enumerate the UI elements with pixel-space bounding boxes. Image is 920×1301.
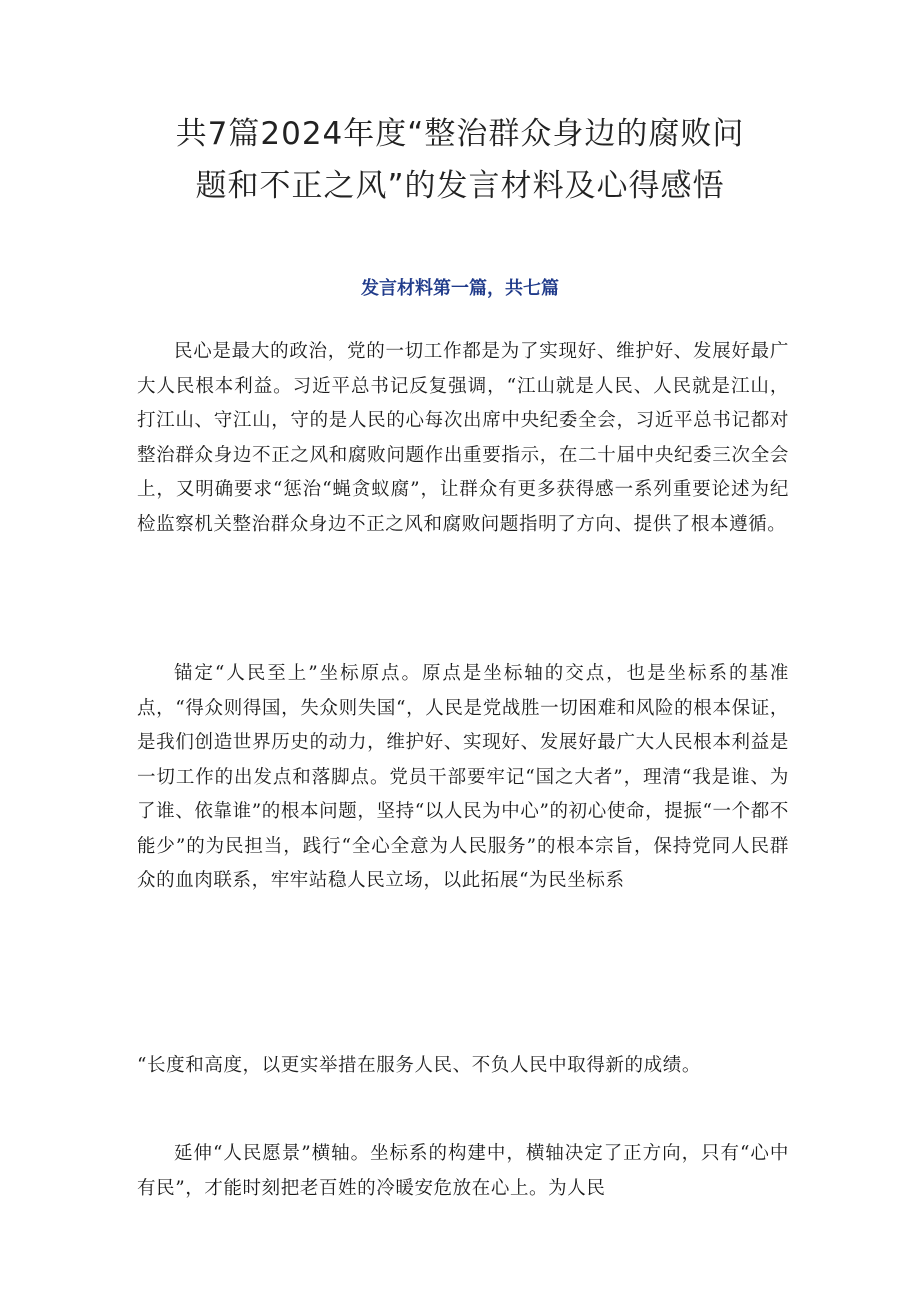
document-title — [130, 108, 790, 212]
body-paragraph: 锚定“人民至上”坐标原点。原点是坐标轴的交点，也是坐标系的基准点，“得众则得国，失众则失国“，人民是党战胜一切困难和风险的根本保证，是我们创造世界历史的动力，维护好、实现好、发展好最广大人民根本利益是一切工作的出发点和落脚点。党员干部要牢记“国之大者”，理清“我是谁、为了谁、依靠谁”的根本问题，坚持“以人民为中心”的初心使命，提振“一个都不能少”的为民担当，践行“全心全意为人民服务”的根本宗旨，保持党同人民群众的血肉联系，牢牢站稳人民立场，以此拓展“为民坐标系 — [137, 663, 789, 891]
body-paragraph: 民心是最大的政治，党的一切工作都是为了实现好、维护好、发展好最广大人民根本利益。习近平总书记反复强调，“江山就是人民、人民就是江山，打江山、守江山，守的是人民的心每次出席中央纪委全会，习近平总书记都对整治群众身边不正之风和腐败问题作出重要指示，在二十届中央纪委三次全会上，又明确要求“惩治“蝇贪蚁腐”，让群众有更多获得感一系列重要论述为纪检监察机关整治群众身边不正之风和腐败问题指明了方向、提供了根本遵循。 — [137, 341, 789, 535]
title-line-1: 共7篇2024年度“整治群众身边的腐败问 — [175, 116, 745, 152]
title-line-2: 题和不正之风”的发言材料及心得感悟 — [195, 168, 725, 204]
section-heading: 发言材料第一篇，共七篇 — [361, 278, 559, 299]
body-paragraph: 延伸“人民愿景”横轴。坐标系的构建中，横轴决定了正方向，只有“心中有民”，才能时刻把老百姓的冷暖安危放在心上。为人民 — [137, 1143, 789, 1199]
body-paragraph: “长度和高度，以更实举措在服务人民、不负人民中取得新的成绩。 — [137, 1055, 701, 1076]
